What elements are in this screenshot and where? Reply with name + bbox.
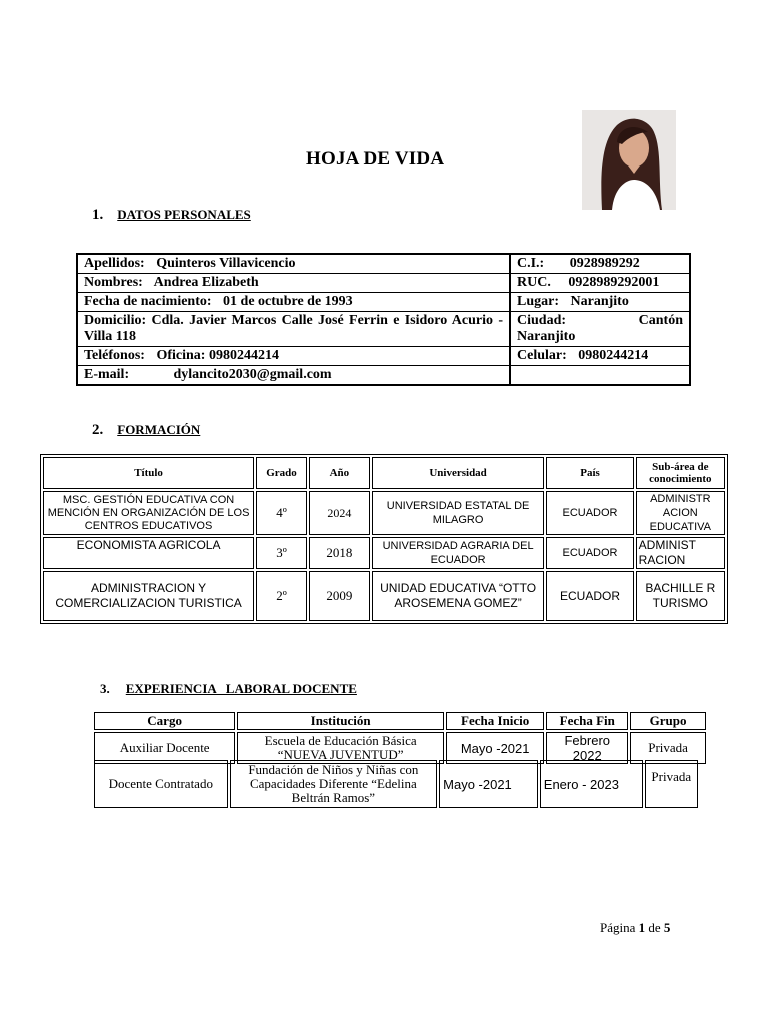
- section-heading-formacion: [92, 421, 200, 439]
- section-number: 3.: [100, 681, 110, 696]
- cell-ruc: [511, 274, 689, 292]
- page-of: de: [648, 920, 661, 935]
- field-label: C.I.:: [517, 256, 545, 271]
- cell-email: [78, 366, 511, 384]
- field-label: E-mail:: [84, 367, 130, 382]
- table-row: [94, 760, 698, 808]
- cell-inicio: Mayo -2021: [446, 732, 544, 764]
- field-value: 0928989292: [569, 256, 640, 271]
- page-current: 1: [638, 920, 646, 935]
- cell-ci: [511, 255, 689, 273]
- cell-subarea: BACHILLE R TURISMO: [636, 571, 725, 621]
- column-header: País: [546, 457, 633, 489]
- cell-titulo: MSC. GESTIÓN EDUCATIVA CON MENCIÓN EN ORGANIZACIÓN DE LOS CENTROS EDUCATIVOS: [43, 491, 254, 535]
- cell-anio: 2024: [309, 491, 370, 535]
- field-value: Naranjito: [517, 329, 576, 344]
- field-value: Andrea Elizabeth: [153, 275, 259, 290]
- formacion-table: [40, 454, 728, 624]
- field-value: 0928989292001: [568, 275, 660, 290]
- section-label: FORMACIÓN: [117, 422, 201, 437]
- column-header: Institución: [237, 712, 444, 730]
- field-label: Ciudad:: [517, 313, 567, 328]
- cell-inicio: Mayo -2021: [439, 760, 538, 808]
- cell-pais: ECUADOR: [546, 571, 633, 621]
- cell-lugar: [511, 293, 689, 311]
- column-header: Fecha Inicio: [446, 712, 544, 730]
- cell-pais: ECUADOR: [546, 491, 633, 535]
- field-label: Lugar:: [517, 294, 559, 309]
- profile-photo: [582, 110, 676, 210]
- column-header: Año: [309, 457, 370, 489]
- cell-grado: 2º: [256, 571, 307, 621]
- column-header: Cargo: [94, 712, 235, 730]
- table-row: [78, 312, 689, 347]
- field-label: Oficina: [156, 348, 201, 363]
- page-total: 5: [663, 920, 671, 935]
- email-value[interactable]: dylancito2030@gmail.com: [173, 367, 332, 382]
- table-row: [78, 274, 689, 293]
- personal-data-table: [76, 253, 691, 386]
- cell-universidad: UNIVERSIDAD ESTATAL DE MILAGRO: [372, 491, 545, 535]
- cell-titulo: ADMINISTRACION Y COMERCIALIZACION TURISTICA: [43, 571, 254, 621]
- column-header: Sub-área de conocimiento: [636, 457, 725, 489]
- field-label: Teléfonos:: [84, 348, 145, 363]
- table-row: [43, 491, 725, 535]
- institucion-line: “NUEVA JUVENTUD”: [277, 747, 404, 762]
- cell-celular: [511, 347, 689, 365]
- page-footer: [600, 920, 670, 936]
- section-number: 1.: [92, 207, 104, 223]
- cell-pais: ECUADOR: [546, 537, 633, 569]
- field-label: RUC.: [517, 275, 551, 290]
- page-label: Página: [600, 920, 636, 935]
- institucion-line: Escuela de Educación Básica: [264, 733, 417, 748]
- cell-grado: 3º: [256, 537, 307, 569]
- field-value: 0980244214: [578, 348, 649, 363]
- cell-titulo: ECONOMISTA AGRICOLA: [43, 537, 254, 569]
- field-label: Nombres:: [84, 275, 143, 290]
- table-header-row: [94, 712, 706, 730]
- experiencia-table-row2: [92, 758, 700, 810]
- cell-anio: 2018: [309, 537, 370, 569]
- cell-telefonos: [78, 347, 511, 365]
- column-header: Grupo: [630, 712, 706, 730]
- field-value: Quinteros Villavicencio: [156, 256, 296, 271]
- column-header: Título: [43, 457, 254, 489]
- table-row: [43, 571, 725, 621]
- table-row: [78, 347, 689, 366]
- cell-ciudad: [511, 312, 689, 346]
- section-label: DATOS PERSONALES: [117, 207, 251, 222]
- cell-apellidos: [78, 255, 511, 273]
- field-value: Naranjito: [570, 294, 629, 309]
- table-row: [78, 255, 689, 274]
- cell-fin: Enero - 2023: [540, 760, 643, 808]
- field-label: Fecha de nacimiento:: [84, 294, 212, 309]
- cell-institucion: Fundación de Niños y Niñas con Capacidades Diferente “Edelina Beltrán Ramos”: [230, 760, 438, 808]
- cell-universidad: UNIVERSIDAD AGRARIA DEL ECUADOR: [372, 537, 545, 569]
- column-header: Fecha Fin: [546, 712, 628, 730]
- cell-anio: 2009: [309, 571, 370, 621]
- table-header-row: [43, 457, 725, 489]
- cell-cargo: Auxiliar Docente: [94, 732, 235, 764]
- section-number: 2.: [92, 422, 104, 438]
- table-row: [43, 537, 725, 569]
- table-row: [78, 293, 689, 312]
- cell-nacimiento: [78, 293, 511, 311]
- section-heading-personal: [92, 206, 251, 224]
- section-heading-experiencia: [100, 680, 357, 698]
- section-label: EXPERIENCIA LABORAL DOCENTE: [125, 681, 357, 696]
- cell-grado: 4º: [256, 491, 307, 535]
- field-label: Domicilio: [84, 313, 142, 328]
- cell-grupo: Privada: [645, 760, 698, 808]
- cell-subarea: ADMINISTR ACION EDUCATIVA: [636, 491, 725, 535]
- field-value: : 0980244214: [200, 348, 279, 363]
- cell-subarea: ADMINIST RACION: [636, 537, 725, 569]
- field-value: Cantón: [638, 313, 683, 328]
- cell-cargo: Docente Contratado: [94, 760, 228, 808]
- cell-fin: Febrero 2022: [546, 732, 628, 764]
- field-label: Apellidos:: [84, 256, 145, 271]
- column-header: Grado: [256, 457, 307, 489]
- cell-universidad: UNIDAD EDUCATIVA “OTTO AROSEMENA GOMEZ”: [372, 571, 545, 621]
- profile-photo-icon: [582, 110, 676, 210]
- field-label: Celular:: [517, 348, 567, 363]
- column-header: Universidad: [372, 457, 545, 489]
- cell-nombres: [78, 274, 511, 292]
- field-value: 01 de octubre de 1993: [223, 294, 353, 309]
- cell-domicilio: [78, 312, 511, 346]
- document-title: HOJA DE VIDA: [306, 148, 445, 169]
- table-row: [78, 366, 689, 384]
- field-value: : Cdla. Javier Marcos Calle José Ferrin e Isidoro Acurio - Villa 118: [84, 313, 503, 344]
- cell-empty: [511, 366, 689, 384]
- cell-grupo: Privada: [630, 732, 706, 764]
